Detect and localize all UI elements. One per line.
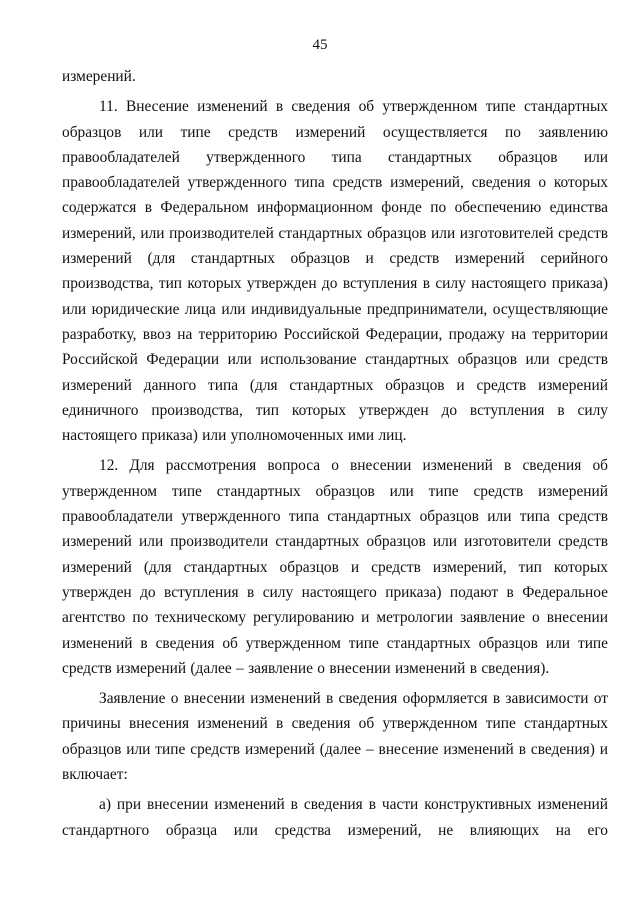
document-body: [62, 64, 608, 843]
paragraph-continuation: измерений.: [62, 68, 136, 85]
paragraph-application-content: Заявление о внесении изменений в сведения оформляется в зависимости от причины внесения изменений в сведения об утвержденном типе стандартных образцов или типе средств измерений (далее – внесение изменений в сведения) и включает:: [62, 690, 608, 784]
paragraph-subitem-a: а) при внесении изменений в сведения в части конструктивных изменений стандартного образца или средства измерений, не влияющих на его: [62, 796, 608, 839]
paragraph-item-12: 12. Для рассмотрения вопроса о внесении изменений в сведения об утвержденном типе стандартных образцов или типе средств измерений правообладатели утвержденного типа стандартных образцов или типа средств измерений или производители стандартных образцов или изготовители средств измерений (для стандартных образцов и средств измерений, тип которых утвержден до вступления в силу настоящего приказа) подают в Федеральное агентство по техническому регулированию и метрологии заявление о внесении изменений в сведения об утвержденном типе стандартных образцов или типе средств измерений (далее – заявление о внесении изменений в сведения).: [62, 457, 608, 677]
paragraph-item-11: 11. Внесение изменений в сведения об утвержденном типе стандартных образцов или типе средств измерений осуществляется по заявлению правообладателей утвержденного типа стандартных образцов или правообладателей утвержденного типа средств измерений, сведения о которых содержатся в Федеральном информационном фонде по обеспечению единства измерений, или производителей стандартных образцов или изготовителей средств измерений (для стандартных образцов и средств измерений серийного производства, тип которых утвержден до вступления в силу настоящего приказа) или юридические лица или индивидуальные предприниматели, осуществляющие разработку, ввоз на территорию Российской Федерации, продажу на территории Российской Федерации или использование стандартных образцов или средств измерений данного типа (для стандартных образцов и средств измерений единичного производства, тип которых утвержден до вступления в силу настоящего приказа) или уполномоченных ими лиц.: [62, 98, 608, 445]
page-number: 45: [312, 37, 328, 53]
